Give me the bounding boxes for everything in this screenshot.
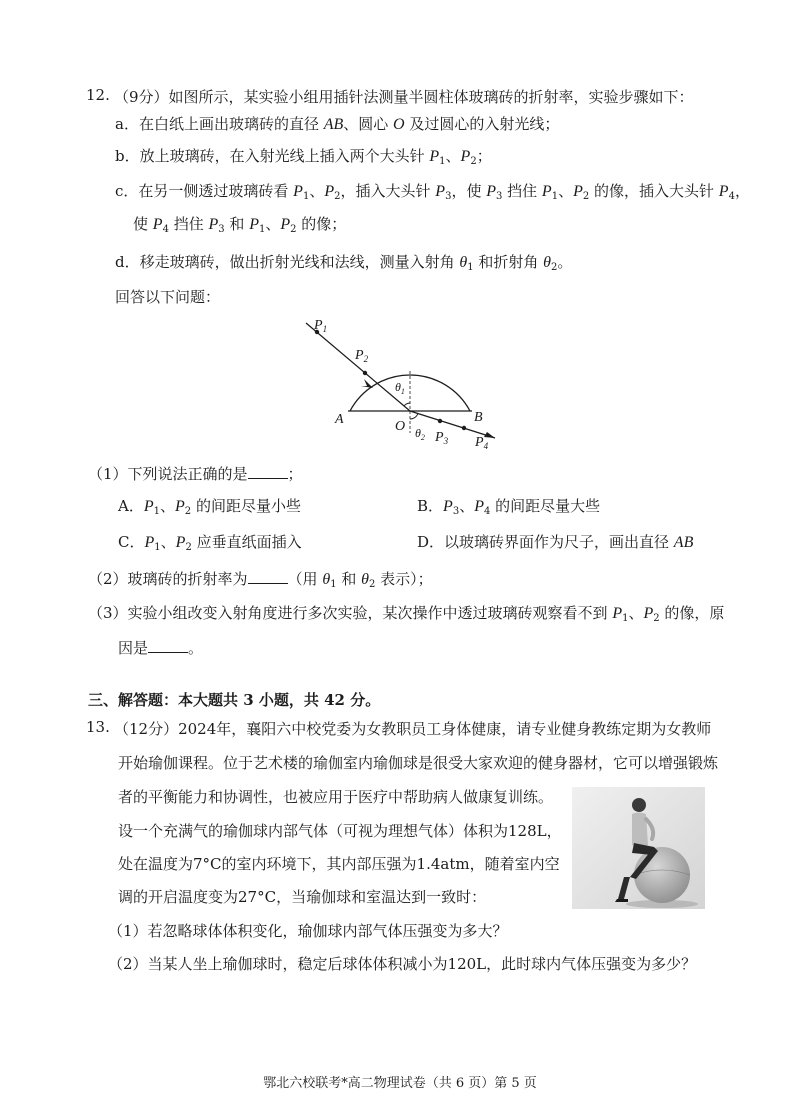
answer-blank[interactable] xyxy=(148,638,188,653)
q12-answer-intro: 回答以下问题： xyxy=(115,288,221,306)
label-theta2: $\theta_2$ xyxy=(415,426,425,442)
q13-line2: 开始瑜伽课程。位于艺术楼的瑜伽室内瑜伽球是很受大家欢迎的健身器材，它可以增强锻炼 xyxy=(118,754,719,772)
q12-sub3: （3）实验小组改变入射角度进行多次实验，某次操作中透过玻璃砖观察看不到 $P_1$、$P_2$ 的像，原 xyxy=(88,604,725,624)
label-p3: $P_3$ xyxy=(435,430,449,446)
q12-sub1: （1）下列说法正确的是 ； xyxy=(88,465,303,483)
q13-number: 13. xyxy=(86,718,110,736)
pin-p3 xyxy=(438,419,442,423)
label-a: A xyxy=(335,412,344,427)
q13-line3: 者的平衡能力和协调性，也被应用于医疗中帮助病人做康复训练。 xyxy=(118,788,554,806)
q12-step-a: a．在白纸上画出玻璃砖的直径 AB、圆心 O 及过圆心的入射光线； xyxy=(115,115,560,133)
yoga-ball-photo xyxy=(572,787,705,909)
theta2-arc xyxy=(410,413,418,419)
label-p1: $P_1$ xyxy=(314,318,328,334)
yoga-ball xyxy=(634,847,690,903)
q12-step-c-line2: 使 $P_4$ 挡住 $P_3$ 和 $P_1$、$P_2$ 的像； xyxy=(133,215,347,235)
q12-sub2: （2）玻璃砖的折射率为 （用 $\theta_1$ 和 $\theta_2$ 表示）； xyxy=(88,570,433,590)
q13-line5: 处在温度为7°C的室内环境下，其内部压强为1.4atm，随着室内空 xyxy=(118,855,560,873)
q12-option-c: C．$P_1$、$P_2$ 应垂直纸面插入 xyxy=(118,533,302,553)
yoga-ball-illustration xyxy=(572,787,705,909)
answer-blank[interactable] xyxy=(248,464,288,479)
q12-step-c-line1: c．在另一侧透过玻璃砖看 $P_1$、$P_2$，插入大头针 $P_3$，使 $P_3$ 挡住 $P_1$、$P_2$ 的像，插入大头针 $P_4$， xyxy=(115,182,750,202)
refraction-diagram xyxy=(314,315,520,455)
q13-line6: 调的开启温度变为27°C，当瑜伽球和室温达到一致时： xyxy=(118,888,487,906)
q13-line4: 设一个充满气的瑜伽球内部气体（可视为理想气体）体积为128L， xyxy=(118,822,562,840)
label-b: B xyxy=(474,410,483,425)
label-theta1: $\theta_1$ xyxy=(395,380,405,396)
pin-p2 xyxy=(363,371,367,375)
q12-step-d: d．移走玻璃砖，做出折射光线和法线，测量入射角 $\theta_1$ 和折射角 $\theta_2$。 xyxy=(115,253,573,273)
incident-arrow-icon xyxy=(361,379,373,388)
q12-option-b: B．$P_3$、$P_4$ 的间距尽量大些 xyxy=(417,497,601,517)
q13-line1: （12分）2024年，襄阳六中校党委为女教职员工身体健康，请专业健身教练定期为女教师 xyxy=(114,720,712,738)
q12-sub3-cont: 因是 。 xyxy=(118,639,204,657)
answer-blank[interactable] xyxy=(248,569,288,584)
incident-ray xyxy=(306,323,410,411)
q12-number: 12. xyxy=(86,86,110,104)
q13-sub2: （2）当某人坐上瑜伽球时，稳定后球体体积减小为120L，此时球内气体压强变为多少？ xyxy=(108,955,697,973)
q13-sub1: （1）若忽略球体体积变化，瑜伽球内部气体压强变为多大？ xyxy=(108,922,508,940)
theta1-arc xyxy=(404,403,410,406)
pin-p4 xyxy=(462,426,466,430)
refracted-arrow-icon xyxy=(484,432,495,438)
q12-step-b: b．放上玻璃砖，在入射光线上插入两个大头针 $P_1$、$P_2$； xyxy=(115,147,492,167)
q12-option-d: D．以玻璃砖界面作为尺子，画出直径 AB xyxy=(417,533,694,551)
page-footer: 鄂北六校联考*高二物理试卷（共 6 页）第 5 页 xyxy=(263,1076,537,1091)
q12-option-a: A．$P_1$、$P_2$ 的间距尽量小些 xyxy=(118,497,301,517)
label-p2: $P_2$ xyxy=(355,348,369,364)
q12-stem: （9分）如图所示，某实验小组用插针法测量半圆柱体玻璃砖的折射率，实验步骤如下： xyxy=(114,88,694,106)
label-p4: $P_4$ xyxy=(475,435,489,451)
label-o: O xyxy=(395,419,406,434)
section3-heading: 三、解答题：本大题共 3 小题，共 42 分。 xyxy=(88,691,381,709)
